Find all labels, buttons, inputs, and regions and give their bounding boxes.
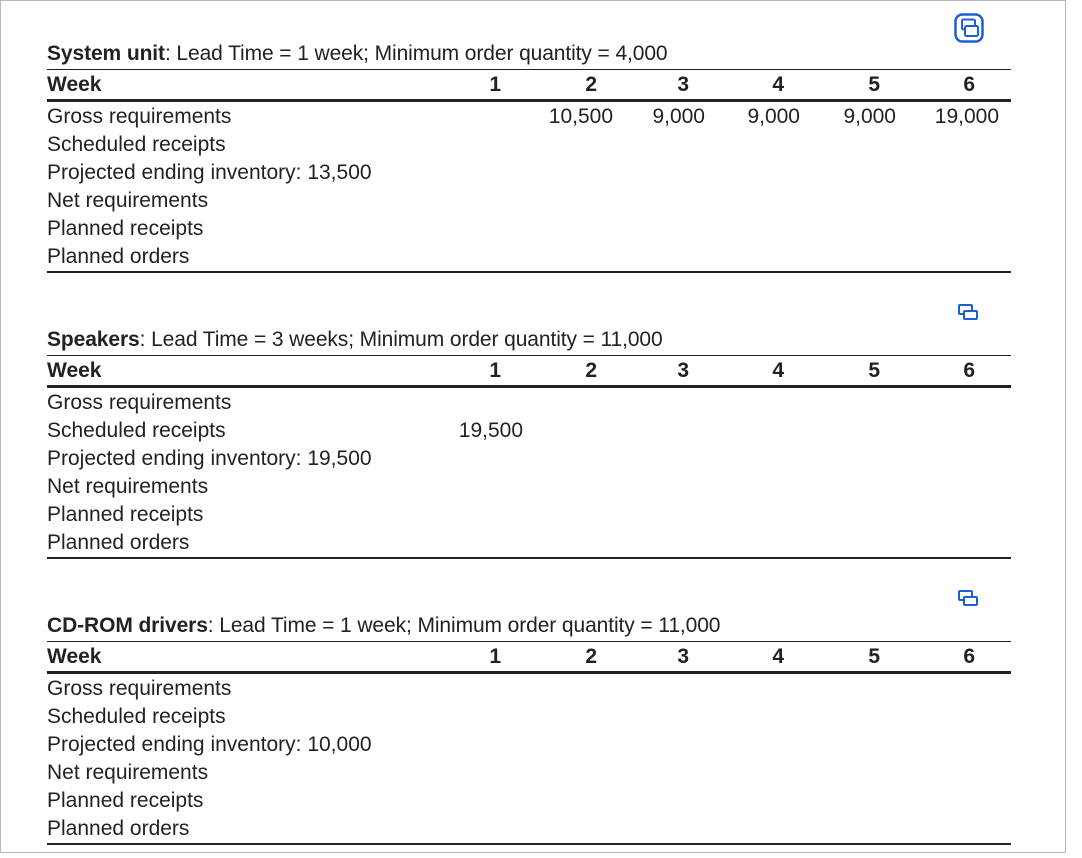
week-2: 2 (585, 73, 597, 96)
table-title: CD-ROM drivers: Lead Time = 1 week; Minimum order quantity = 11,000 (47, 614, 721, 637)
week-5: 5 (868, 73, 880, 96)
week-3: 3 (677, 73, 689, 96)
week-header-row (47, 357, 1011, 385)
week-1: 1 (489, 645, 501, 668)
table-row: Projected ending inventory: 13,500 (47, 161, 372, 184)
week-header-row (47, 643, 1011, 671)
week-6: 6 (963, 645, 975, 668)
table-row: Net requirements (47, 475, 209, 498)
week-header-row (47, 71, 1011, 99)
copy-table-icon-cd-rom-drivers[interactable] (956, 588, 980, 608)
week-1: 1 (489, 73, 501, 96)
table-row: Planned orders (47, 817, 190, 840)
week-4: 4 (772, 645, 784, 668)
table-title: System unit: Lead Time = 1 week; Minimum order quantity = 4,000 (47, 42, 668, 65)
table-row: Projected ending inventory: 19,500 (47, 447, 372, 470)
week-6: 6 (963, 359, 975, 382)
week-2: 2 (585, 359, 597, 382)
week-1: 1 (489, 359, 501, 382)
table-row: Planned receipts (47, 503, 204, 526)
week-4: 4 (772, 359, 784, 382)
table-row: Gross requirements (47, 677, 232, 700)
table-row: Scheduled receipts 19,500 (47, 419, 523, 442)
table-row: Scheduled receipts (47, 705, 226, 728)
week-5: 5 (868, 645, 880, 668)
table-row: Net requirements (47, 189, 209, 212)
table-row: Gross requirements (47, 391, 232, 414)
week-header-label: Week (47, 73, 102, 96)
table-row: Scheduled receipts (47, 133, 226, 156)
table-title: Speakers: Lead Time = 3 weeks; Minimum order quantity = 11,000 (47, 328, 663, 351)
week-6: 6 (963, 73, 975, 96)
table-row: Planned orders (47, 245, 190, 268)
table-row: Net requirements (47, 761, 209, 784)
week-2: 2 (585, 645, 597, 668)
table-row: Planned orders (47, 531, 190, 554)
copy-table-icon-system-unit[interactable] (954, 13, 984, 43)
week-header-label: Week (47, 645, 102, 668)
week-4: 4 (772, 73, 784, 96)
table-row: Planned receipts (47, 217, 204, 240)
week-3: 3 (677, 359, 689, 382)
week-3: 3 (677, 645, 689, 668)
table-row: Gross requirements 10,500 9,000 9,000 9,000 19,000 (47, 105, 999, 128)
week-5: 5 (868, 359, 880, 382)
copy-table-icon-speakers[interactable] (956, 302, 980, 322)
week-header-label: Week (47, 359, 102, 382)
table-row: Planned receipts (47, 789, 204, 812)
table-row: Projected ending inventory: 10,000 (47, 733, 372, 756)
